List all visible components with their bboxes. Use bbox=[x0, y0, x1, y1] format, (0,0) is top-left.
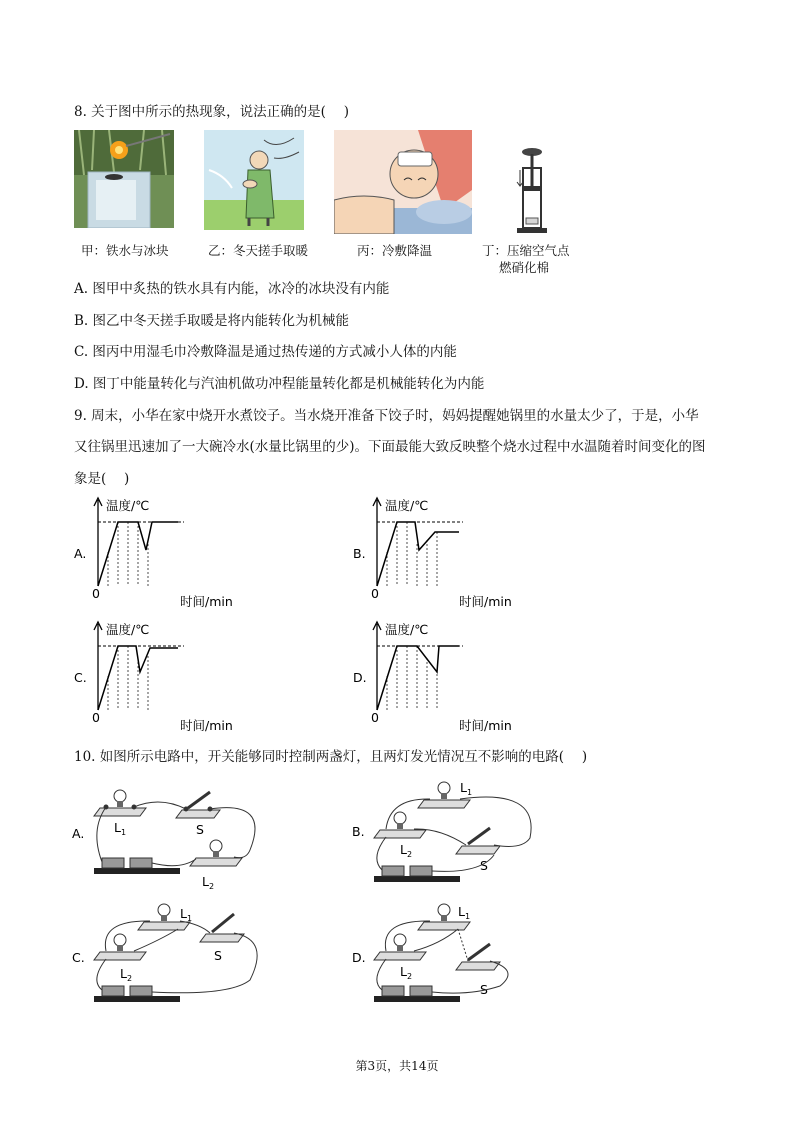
q10-circuit-c-label: C. bbox=[72, 950, 85, 965]
q10-stem: 10. 如图所示电路中，开关能够同时控制两盏灯，且两灯发光情况互不影响的电路( ) bbox=[74, 749, 588, 765]
q10-circuit-c bbox=[70, 900, 280, 1012]
q9-graph-a-origin: 0 bbox=[92, 586, 100, 601]
q9-graph-d-xlabel: 时间/min bbox=[459, 718, 512, 733]
q9-graph-c-ylabel: 温度/℃ bbox=[106, 622, 150, 637]
q10-circuit-d-label: D. bbox=[352, 950, 366, 965]
q9-graph-a-label: A. bbox=[74, 546, 87, 561]
q9-graph-c-xlabel: 时间/min bbox=[180, 718, 233, 733]
q8-illustration-rubbing-hands bbox=[204, 130, 304, 230]
q9-graph-b-label: B. bbox=[353, 546, 366, 561]
q8-option-c: C. 图丙中用湿毛巾冷敷降温是通过热传递的方式减小人体的内能 bbox=[74, 344, 457, 360]
q9-graph-d bbox=[351, 618, 551, 736]
q10-circuit-d-s: S bbox=[480, 982, 488, 997]
q8-caption-bing: 丙：冷敷降温 bbox=[357, 243, 433, 258]
q10-circuit-d-l2: $L_2$ bbox=[400, 964, 413, 981]
q9-graph-a-xlabel: 时间/min bbox=[180, 594, 233, 609]
q9-stem-line2: 又往锅里迅速加了一大碗冷水(水量比锅里的少)。下面最能大致反映整个烧水过程中水温随着时间变化的图 bbox=[74, 439, 706, 455]
q8-caption-yi: 乙：冬天搓手取暖 bbox=[208, 243, 309, 258]
q10-circuit-a-l1: $L_1$ bbox=[114, 820, 127, 837]
q10-circuit-a-label: A. bbox=[72, 826, 85, 841]
q10-circuit-c-l2: $L_2$ bbox=[120, 966, 133, 983]
q10-circuit-b-l2: $L_2$ bbox=[400, 842, 413, 859]
page-footer: 第3页，共14页 bbox=[355, 1059, 439, 1073]
q10-circuit-d bbox=[350, 900, 560, 1012]
q9-graph-b bbox=[351, 494, 551, 612]
q8-illustration-compression-tube bbox=[514, 146, 550, 234]
q10-circuit-a-s: S bbox=[196, 822, 204, 837]
q9-graph-b-xlabel: 时间/min bbox=[459, 594, 512, 609]
q9-graph-c-label: C. bbox=[74, 670, 87, 685]
q9-graph-c-origin: 0 bbox=[92, 710, 100, 725]
q9-graph-c bbox=[72, 618, 272, 736]
q9-graph-b-ylabel: 温度/℃ bbox=[385, 498, 429, 513]
q8-option-b: B. 图乙中冬天搓手取暖是将内能转化为机械能 bbox=[74, 313, 350, 329]
q10-circuit-a bbox=[70, 780, 280, 892]
q10-circuit-a-l2: $L_2$ bbox=[202, 874, 215, 891]
q10-circuit-b-s: S bbox=[480, 858, 488, 873]
q8-photo-iron-ice bbox=[74, 130, 174, 228]
q8-illustration-cold-compress bbox=[334, 130, 472, 234]
q10-circuit-d-l1: $L_1$ bbox=[458, 904, 471, 921]
q8-caption-ding-line2: 燃硝化棉 bbox=[499, 260, 550, 275]
q9-graph-d-label: D. bbox=[353, 670, 367, 685]
q9-graph-b-origin: 0 bbox=[371, 586, 379, 601]
q10-circuit-c-l1: $L_1$ bbox=[180, 906, 193, 923]
q9-stem-line3: 象是( ) bbox=[74, 471, 130, 487]
q10-circuit-b bbox=[350, 778, 560, 892]
q10-circuit-c-s: S bbox=[214, 948, 222, 963]
q8-caption-ding: 丁：压缩空气点 bbox=[482, 243, 570, 258]
q10-circuit-b-label: B. bbox=[352, 824, 365, 839]
q9-graph-d-ylabel: 温度/℃ bbox=[385, 622, 429, 637]
q9-graph-a bbox=[72, 494, 272, 612]
q9-stem-line1: 9. 周末，小华在家中烧开水煮饺子。当水烧开准备下饺子时，妈妈提醒她锅里的水量太少了，于是，小华 bbox=[74, 408, 699, 424]
q10-circuit-b-l1: $L_1$ bbox=[460, 780, 473, 797]
q8-stem: 8. 关于图中所示的热现象，说法正确的是( ) bbox=[74, 104, 349, 120]
q9-graph-d-origin: 0 bbox=[371, 710, 379, 725]
q9-graph-a-ylabel: 温度/℃ bbox=[106, 498, 150, 513]
q8-option-a: A. 图甲中炙热的铁水具有内能，冰冷的冰块没有内能 bbox=[74, 281, 390, 297]
q8-option-d: D. 图丁中能量转化与汽油机做功冲程能量转化都是机械能转化为内能 bbox=[74, 376, 485, 392]
q8-caption-jia: 甲：铁水与冰块 bbox=[81, 243, 169, 258]
